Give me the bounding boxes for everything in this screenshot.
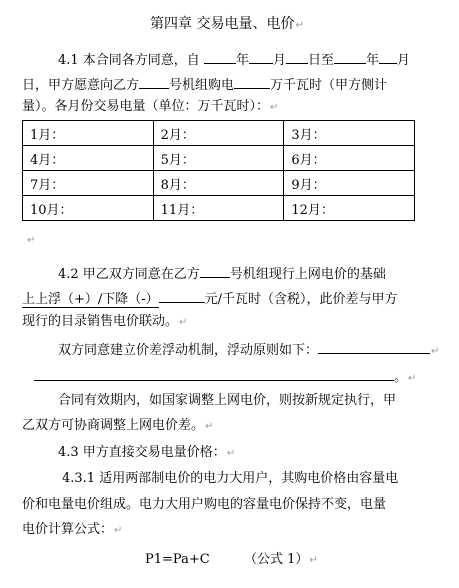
blank-price-diff[interactable] xyxy=(159,289,205,303)
label-month-2: 月 xyxy=(397,53,411,68)
section-4-3-1-line-2 xyxy=(22,497,386,513)
label-month-1: 月 xyxy=(272,53,286,68)
paragraph-mark-icon: ↵ xyxy=(226,448,236,459)
formula-label: （公式 1） xyxy=(243,552,309,567)
blank-start-year[interactable] xyxy=(204,50,236,64)
blank-total-energy[interactable] xyxy=(234,75,270,89)
blank-start-month[interactable] xyxy=(249,50,273,64)
text-adjust-2: 乙双方可协商调整上网电价差。 xyxy=(22,418,205,433)
blank-float-principle[interactable] xyxy=(318,340,430,354)
section-4-2-line-2 xyxy=(22,289,398,308)
text-capacity-price: 价和电量电价组成。电力大用户购电的容量电价保持不变，电量 xyxy=(22,497,387,512)
table-cell[interactable]: 11月： xyxy=(153,196,284,221)
blank-start-day[interactable] xyxy=(286,50,308,64)
section-4-1-line-1 xyxy=(58,50,410,69)
table-cell[interactable]: 12月： xyxy=(284,196,415,221)
section-4-1-line-3 xyxy=(22,99,278,116)
formula-line xyxy=(145,552,318,569)
chapter-title-text: 第四章 交易电量、电价 xyxy=(150,16,295,32)
monthly-energy-table xyxy=(22,120,415,221)
adjust-line-2 xyxy=(22,418,213,435)
table-row xyxy=(23,146,415,171)
table-cell[interactable]: 10月： xyxy=(23,196,154,221)
blank-end-year[interactable] xyxy=(334,50,366,64)
table-cell[interactable]: 7月： xyxy=(23,171,154,196)
text-monthly-energy: 量）。各月份交易电量（单位：万千瓦时）： xyxy=(22,99,270,114)
table-cell[interactable]: 5月： xyxy=(153,146,284,171)
section-4-3-1-line-3 xyxy=(22,522,122,539)
table-cell[interactable]: 6月： xyxy=(284,146,415,171)
chapter-title xyxy=(150,16,304,34)
paragraph-mark-icon: ↵ xyxy=(270,102,279,113)
formula-text: P1=Pa+C xyxy=(145,552,210,567)
paragraph-mark-icon: ↵ xyxy=(179,317,188,328)
table-row xyxy=(23,121,415,146)
paragraph-mark-icon: ↵ xyxy=(295,20,304,31)
paragraph-mark-icon: ↵ xyxy=(408,373,417,384)
blank-float-detail[interactable] xyxy=(34,367,394,381)
table-cell[interactable]: 4月： xyxy=(23,146,154,171)
text-unit-buy: 号机组购电 xyxy=(169,78,235,93)
table-row xyxy=(23,196,415,221)
adjust-line-1 xyxy=(58,393,396,409)
table-cell[interactable]: 1月： xyxy=(23,121,154,146)
section-4-2-text: 4.2 甲乙双方同意在乙方 xyxy=(58,267,200,282)
label-year-1: 年 xyxy=(235,53,249,68)
section-4-2-line-3 xyxy=(22,314,187,331)
table-cell[interactable]: 8月： xyxy=(153,171,284,196)
text-float-mechanism: 双方同意建立价差浮动机制，浮动原则如下： xyxy=(58,343,319,358)
section-4-3-1-line-1 xyxy=(62,471,398,487)
section-4-3 xyxy=(58,445,235,462)
text-party-a: 日，甲方愿意向乙方 xyxy=(22,78,140,93)
text-energy-unit: 万千瓦时（甲方侧计 xyxy=(270,78,388,93)
blank-unit-number[interactable] xyxy=(139,75,169,89)
text-linkage: 现行的目录销售电价联动。 xyxy=(22,314,179,329)
table-row xyxy=(23,171,415,196)
table-cell[interactable]: 3月： xyxy=(284,121,415,146)
text-period: 。 xyxy=(394,370,408,385)
section-4-1-line-2 xyxy=(22,75,387,94)
empty-paragraph xyxy=(26,232,35,249)
paragraph-mark-icon: ↵ xyxy=(431,346,440,357)
paragraph-mark-icon: ↵ xyxy=(114,525,123,536)
paragraph-mark-icon: ↵ xyxy=(205,421,214,432)
paragraph-mark-icon: ↵ xyxy=(27,235,36,246)
label-year-2: 年 xyxy=(366,53,380,68)
blank-end-month[interactable] xyxy=(379,50,397,64)
blank-unit-number-2[interactable] xyxy=(200,264,230,278)
text-adjust-1: 合同有效期内，如国家调整上网电价，则按新规定执行，甲 xyxy=(58,393,397,408)
text-price-unit: 元/千瓦时（含税），此价差与甲方 xyxy=(204,292,398,307)
table-cell[interactable]: 2月： xyxy=(153,121,284,146)
text-price-base: 号机组现行上网电价的基础 xyxy=(229,267,386,282)
paragraph-mark-icon: ↵ xyxy=(309,555,318,566)
float-blank-line xyxy=(34,367,416,387)
section-4-2-line-1 xyxy=(58,264,386,283)
table-cell[interactable]: 9月： xyxy=(284,171,415,196)
section-4-1-text: 4.1 本合同各方同意，自 xyxy=(58,53,200,68)
section-4-3-text: 4.3 甲方直接交易电量价格： xyxy=(58,445,226,460)
label-day-to: 日至 xyxy=(307,53,334,68)
section-4-3-1-text: 4.3.1 适用两部制电价的电力大用户，其购电价格由容量电 xyxy=(62,471,399,486)
text-formula-intro: 电价计算公式： xyxy=(22,522,114,537)
text-up-down: 上上浮（+）/下降（-） xyxy=(22,292,159,307)
float-mechanism-line xyxy=(58,340,439,360)
